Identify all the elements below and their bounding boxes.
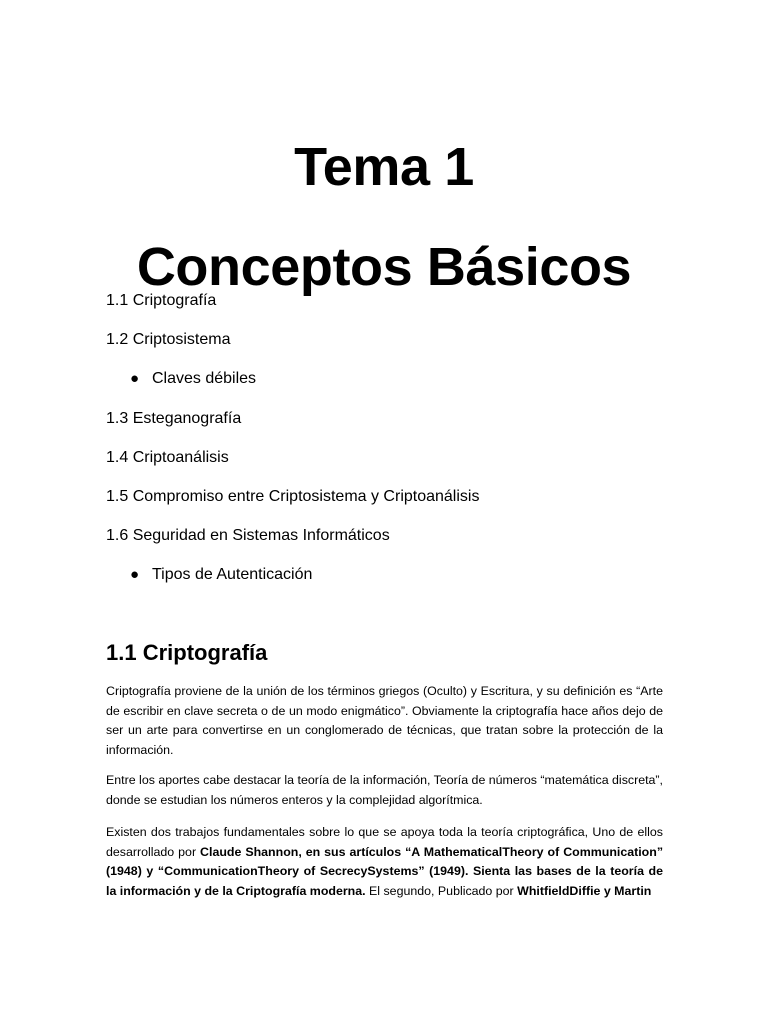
- paragraph-text: Existen dos trabajos fundamentales sobre lo que se apoya toda la teoría criptográfica, Uno de ellos desarrollado por: [106, 825, 663, 859]
- toc-label: 1.4 Criptoanálisis: [106, 448, 229, 466]
- bold-reference: WhitfieldDiffie y Martin: [517, 883, 652, 898]
- toc-item-1-1: [106, 291, 666, 330]
- toc-subitem-weak-keys: [106, 369, 666, 408]
- document-subtitle: Conceptos Básicos: [136, 237, 632, 298]
- toc-label: 1.1 Criptografía: [106, 292, 217, 309]
- toc-label: 1.6 Seguridad en Sistemas Informáticos: [106, 527, 390, 545]
- toc-item-1-3: [106, 409, 666, 448]
- toc-sub-label: Tipos de Autenticación: [152, 566, 313, 584]
- toc-item-1-4: [106, 448, 666, 487]
- toc-sub-label: Claves débiles: [152, 370, 257, 388]
- document-title: Tema 1: [294, 137, 474, 198]
- table-of-contents: [106, 291, 666, 605]
- toc-label: 1.5 Compromiso entre Criptosistema y Criptoanálisis: [106, 487, 480, 505]
- toc-item-1-6: [106, 526, 666, 565]
- paragraph-text: El segundo, Publicado por: [365, 883, 518, 898]
- toc-label: 1.2 Criptosistema: [106, 331, 231, 349]
- toc-item-1-2: [106, 330, 666, 369]
- bullet-icon: ●: [130, 566, 140, 584]
- body-paragraph-3: [106, 823, 663, 901]
- section-heading: 1.1 Criptografía: [106, 640, 268, 665]
- bullet-icon: ●: [130, 370, 140, 388]
- toc-label: 1.3 Esteganografía: [106, 409, 242, 427]
- toc-subitem-authentication-types: [106, 565, 666, 604]
- bold-reference: Claude Shannon, en sus artículos “A MathematicalTheory of Communication” (1948) y “CommunicationTheory of SecrecySystems” (1949). Sienta las bases de la teoría de la información y de la Criptografía moderna.: [106, 844, 664, 898]
- toc-item-1-5: [106, 487, 666, 526]
- body-paragraph-2: Entre los aportes cabe destacar la teoría de la información, Teoría de números “matemática discreta”, donde se estudian los números enteros y la complejidad algorítmica.: [106, 773, 663, 807]
- body-paragraph-1: Criptografía proviene de la unión de los términos griegos (Oculto) y Escritura, y su definición es “Arte de escribir en clave secreta o de un modo enigmático”. Obviamente la criptografía hace años dejo de ser un arte para convertirse en un conglomerado de técnicas, que tratan sobre la protección de la información.: [106, 684, 663, 757]
